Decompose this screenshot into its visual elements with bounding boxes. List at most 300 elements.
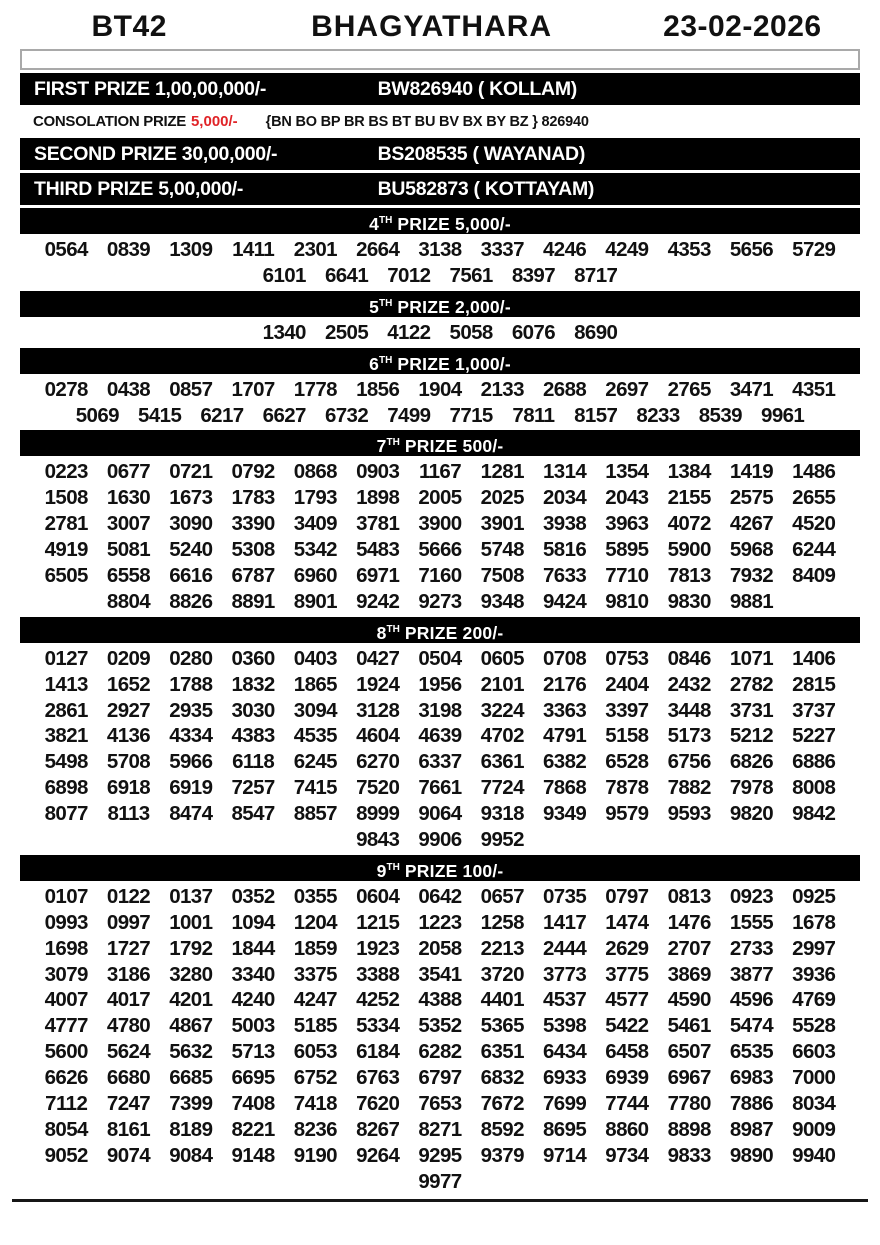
prize-number: 8008 bbox=[792, 776, 836, 800]
prize-number: 2688 bbox=[542, 377, 587, 401]
prize-number: 9264 bbox=[356, 1143, 400, 1167]
prize-number: 1778 bbox=[293, 377, 337, 401]
prize-number: 7724 bbox=[480, 776, 524, 800]
prize-number: 5308 bbox=[231, 538, 275, 562]
prize-number-row bbox=[20, 237, 860, 263]
second-prize-label: SECOND PRIZE 30,00,000/- bbox=[34, 142, 278, 165]
prize-number: 6217 bbox=[200, 403, 244, 427]
prize-number: 6603 bbox=[792, 1040, 836, 1064]
prize-number: 8539 bbox=[698, 403, 742, 427]
prize-number: 4017 bbox=[106, 988, 151, 1012]
prize-number: 5342 bbox=[293, 538, 337, 562]
prize-number: 1309 bbox=[169, 237, 213, 261]
prize-number: 2997 bbox=[792, 936, 836, 960]
prize-number-grid bbox=[20, 459, 860, 614]
prize-number: 4535 bbox=[293, 724, 337, 748]
prize-number: 9349 bbox=[542, 802, 587, 826]
prize-number: 0708 bbox=[542, 646, 587, 670]
prize-number: 9593 bbox=[667, 802, 711, 826]
prize-number-row bbox=[20, 1013, 860, 1039]
prize-number: 6361 bbox=[480, 750, 524, 774]
prize-number: 0564 bbox=[44, 237, 88, 261]
prize-section-header: 5TH PRIZE 2,000/- bbox=[20, 291, 860, 317]
prize-number-row bbox=[20, 672, 860, 698]
prize-number: 0127 bbox=[44, 646, 88, 670]
prize-number-row bbox=[20, 698, 860, 724]
prize-number: 0403 bbox=[293, 646, 337, 670]
prize-number: 8409 bbox=[792, 563, 836, 587]
prize-number: 6787 bbox=[231, 563, 275, 587]
prize-number: 3775 bbox=[605, 962, 649, 986]
prize-number: 8397 bbox=[511, 263, 556, 287]
prize-number: 7978 bbox=[729, 776, 774, 800]
prize-number: 9833 bbox=[667, 1143, 711, 1167]
prize-number: 8987 bbox=[729, 1117, 774, 1141]
prize-number: 5352 bbox=[418, 1014, 462, 1038]
prize-number-row bbox=[20, 1169, 860, 1195]
prize-number: 8157 bbox=[574, 403, 618, 427]
prize-number: 0223 bbox=[44, 460, 88, 484]
prize-number: 5240 bbox=[169, 538, 213, 562]
prize-number: 2155 bbox=[667, 486, 711, 510]
prize-number: 0925 bbox=[792, 884, 836, 908]
prize-number: 3375 bbox=[293, 962, 337, 986]
prize-number: 1844 bbox=[231, 936, 275, 960]
prize-number: 8113 bbox=[107, 802, 150, 826]
prize-number: 2861 bbox=[44, 698, 88, 722]
prize-number: 6763 bbox=[356, 1066, 400, 1090]
prize-number: 1354 bbox=[605, 460, 649, 484]
prize-number: 8236 bbox=[293, 1117, 337, 1141]
prize-number-row bbox=[20, 263, 860, 289]
prize-section-header: 4TH PRIZE 5,000/- bbox=[20, 208, 860, 234]
prize-number: 2697 bbox=[605, 377, 649, 401]
prize-number: 4769 bbox=[792, 988, 836, 1012]
prize-number: 5334 bbox=[356, 1014, 400, 1038]
prize-number: 6270 bbox=[356, 750, 400, 774]
prize-number: 9379 bbox=[480, 1143, 524, 1167]
prize-number: 7000 bbox=[792, 1066, 836, 1090]
prize-number: 8999 bbox=[356, 802, 400, 826]
prize-number: 3877 bbox=[729, 962, 774, 986]
prize-number: 0605 bbox=[480, 646, 524, 670]
prize-number: 9810 bbox=[605, 589, 649, 613]
prize-number: 3094 bbox=[293, 698, 337, 722]
prize-number: 6184 bbox=[356, 1040, 400, 1064]
prize-number: 3397 bbox=[605, 698, 649, 722]
prize-number: 6458 bbox=[605, 1040, 649, 1064]
prize-number: 4201 bbox=[169, 988, 213, 1012]
prize-number: 1630 bbox=[106, 486, 151, 510]
prize-number: 5365 bbox=[480, 1014, 524, 1038]
prize-number: 8221 bbox=[231, 1117, 275, 1141]
prize-number-row bbox=[20, 723, 860, 749]
prize-number: 5816 bbox=[542, 538, 587, 562]
prize-number: 7813 bbox=[667, 563, 711, 587]
prize-number: 3737 bbox=[792, 698, 836, 722]
prize-number: 3198 bbox=[418, 698, 462, 722]
prize-number-row bbox=[20, 563, 860, 589]
prize-number: 7672 bbox=[480, 1091, 524, 1115]
prize-number: 1698 bbox=[44, 936, 88, 960]
prize-number: 0792 bbox=[231, 460, 275, 484]
prize-number: 0122 bbox=[106, 884, 151, 908]
prize-number: 9273 bbox=[418, 589, 462, 613]
prize-number: 3340 bbox=[231, 962, 275, 986]
prize-number: 4596 bbox=[729, 988, 774, 1012]
prize-number: 7520 bbox=[356, 776, 400, 800]
prize-number: 6933 bbox=[542, 1066, 587, 1090]
prize-number: 5600 bbox=[44, 1040, 88, 1064]
third-prize-winner: BU582873 ( KOTTAYAM) bbox=[377, 177, 595, 200]
prize-number: 4604 bbox=[356, 724, 400, 748]
prize-number-grid bbox=[20, 237, 860, 289]
prize-number: 3138 bbox=[418, 237, 462, 261]
prize-number: 8267 bbox=[356, 1117, 400, 1141]
prize-number: 3773 bbox=[542, 962, 587, 986]
prize-number: 3186 bbox=[106, 962, 151, 986]
prize-number: 3938 bbox=[542, 512, 587, 536]
prize-number: 7247 bbox=[106, 1091, 151, 1115]
prize-number: 0677 bbox=[106, 460, 151, 484]
prize-number-row bbox=[20, 511, 860, 537]
prize-number: 2005 bbox=[418, 486, 462, 510]
prize-number: 4249 bbox=[605, 237, 649, 261]
prize-number: 4388 bbox=[418, 988, 462, 1012]
prize-number: 2815 bbox=[792, 672, 836, 696]
prize-number: 5632 bbox=[169, 1040, 213, 1064]
prize-number: 2935 bbox=[169, 698, 213, 722]
prize-number: 6245 bbox=[293, 750, 337, 774]
prize-section-header: 8TH PRIZE 200/- bbox=[20, 617, 860, 643]
prize-number: 6282 bbox=[418, 1040, 462, 1064]
prize-number: 1792 bbox=[169, 936, 213, 960]
prize-number-row bbox=[20, 962, 860, 988]
prize-number: 1258 bbox=[480, 910, 524, 934]
prize-number: 2404 bbox=[605, 672, 649, 696]
prize-number: 7878 bbox=[605, 776, 649, 800]
prize-number: 8891 bbox=[231, 589, 275, 613]
prize-number: 6971 bbox=[356, 563, 400, 587]
prize-number: 0839 bbox=[106, 237, 151, 261]
prize-number: 8054 bbox=[44, 1117, 88, 1141]
prize-number: 3280 bbox=[169, 962, 213, 986]
prize-number-row bbox=[20, 775, 860, 801]
consolation-prize-row bbox=[20, 108, 860, 135]
prize-number: 1678 bbox=[792, 910, 836, 934]
first-prize-label: FIRST PRIZE 1,00,00,000/- bbox=[34, 77, 267, 100]
prize-number: 1215 bbox=[356, 910, 400, 934]
prize-number-row bbox=[20, 910, 860, 936]
prize-number: 4383 bbox=[231, 724, 275, 748]
prize-number: 9714 bbox=[542, 1143, 587, 1167]
prize-number: 5713 bbox=[231, 1040, 275, 1064]
prize-number: 5968 bbox=[729, 538, 774, 562]
prize-number: 9952 bbox=[480, 827, 524, 851]
prize-number: 6756 bbox=[667, 750, 711, 774]
prize-number: 0278 bbox=[44, 377, 88, 401]
prize-number: 5483 bbox=[356, 538, 400, 562]
prize-number: 6118 bbox=[232, 750, 275, 774]
prize-number: 8860 bbox=[605, 1117, 649, 1141]
prize-number: 1411 bbox=[232, 237, 275, 261]
prize-number: 6752 bbox=[293, 1066, 337, 1090]
prize-number: 1859 bbox=[293, 936, 337, 960]
prize-number-row bbox=[20, 537, 860, 563]
prize-number: 9843 bbox=[356, 827, 400, 851]
prize-number: 1832 bbox=[231, 672, 275, 696]
prize-number: 7715 bbox=[449, 403, 493, 427]
prize-section-header: 7TH PRIZE 500/- bbox=[20, 430, 860, 456]
prize-number: 9295 bbox=[418, 1143, 462, 1167]
prize-number: 1793 bbox=[293, 486, 337, 510]
prize-number: 0813 bbox=[667, 884, 711, 908]
prize-number: 6960 bbox=[293, 563, 337, 587]
prize-number: 9977 bbox=[418, 1169, 462, 1193]
prize-number: 7811 bbox=[512, 403, 555, 427]
prize-number: 2629 bbox=[605, 936, 649, 960]
prize-number: 1486 bbox=[792, 460, 836, 484]
prize-number: 7508 bbox=[480, 563, 524, 587]
prize-number: 2927 bbox=[106, 698, 151, 722]
prize-number: 4334 bbox=[169, 724, 213, 748]
prize-number: 4867 bbox=[169, 1014, 213, 1038]
prize-number: 4777 bbox=[44, 1014, 88, 1038]
prize-number: 7661 bbox=[418, 776, 462, 800]
prize-number: 3007 bbox=[106, 512, 151, 536]
prize-number: 2664 bbox=[356, 237, 400, 261]
prize-number: 5212 bbox=[729, 724, 774, 748]
prize-number: 5528 bbox=[792, 1014, 836, 1038]
prize-number: 9052 bbox=[44, 1143, 88, 1167]
prize-number: 2025 bbox=[480, 486, 524, 510]
prize-number-row bbox=[20, 1143, 860, 1169]
prize-number: 3781 bbox=[356, 512, 400, 536]
prize-number: 6528 bbox=[605, 750, 649, 774]
prize-number: 5624 bbox=[106, 1040, 151, 1064]
prize-number-row bbox=[20, 1117, 860, 1143]
prize-number: 1340 bbox=[262, 320, 306, 344]
prize-number: 6967 bbox=[667, 1066, 711, 1090]
prize-section-header: 6TH PRIZE 1,000/- bbox=[20, 348, 860, 374]
prize-number: 3720 bbox=[480, 962, 524, 986]
prize-number: 8233 bbox=[636, 403, 680, 427]
prize-number: 1508 bbox=[44, 486, 88, 510]
prize-number: 9424 bbox=[542, 589, 587, 613]
prize-number: 0868 bbox=[293, 460, 337, 484]
prize-number: 0993 bbox=[44, 910, 88, 934]
prize-number: 6337 bbox=[418, 750, 462, 774]
prize-number: 5461 bbox=[667, 1014, 711, 1038]
prize-number: 2505 bbox=[324, 320, 369, 344]
prize-number: 3901 bbox=[480, 512, 524, 536]
prize-number: 8474 bbox=[169, 802, 213, 826]
prize-number: 9579 bbox=[605, 802, 649, 826]
prize-number: 2781 bbox=[44, 512, 88, 536]
prize-number: 5474 bbox=[729, 1014, 774, 1038]
prize-number: 4252 bbox=[356, 988, 400, 1012]
prize-number: 5227 bbox=[792, 724, 836, 748]
prize-number: 6898 bbox=[44, 776, 88, 800]
prize-number: 4240 bbox=[231, 988, 275, 1012]
prize-number: 7710 bbox=[605, 563, 649, 587]
prize-number: 1314 bbox=[542, 460, 587, 484]
prize-number: 2301 bbox=[293, 237, 337, 261]
prize-sections bbox=[20, 208, 860, 1195]
prize-number: 7399 bbox=[169, 1091, 213, 1115]
prize-number: 6732 bbox=[324, 403, 369, 427]
prize-number: 8901 bbox=[293, 589, 337, 613]
prize-number: 9242 bbox=[356, 589, 400, 613]
prize-number: 7112 bbox=[45, 1091, 88, 1115]
prize-number: 5058 bbox=[449, 320, 493, 344]
prize-number: 5173 bbox=[667, 724, 711, 748]
prize-number: 7620 bbox=[356, 1091, 400, 1115]
prize-number: 7868 bbox=[542, 776, 587, 800]
prize-number: 4780 bbox=[106, 1014, 151, 1038]
prize-number: 4590 bbox=[667, 988, 711, 1012]
prize-number-row bbox=[20, 884, 860, 910]
prize-number: 8717 bbox=[574, 263, 618, 287]
prize-number: 5003 bbox=[231, 1014, 275, 1038]
prize-number: 0280 bbox=[169, 646, 213, 670]
prize-number: 4247 bbox=[293, 988, 337, 1012]
prize-number: 4702 bbox=[480, 724, 524, 748]
prize-number: 4537 bbox=[542, 988, 587, 1012]
prize-number: 1865 bbox=[293, 672, 337, 696]
prize-number: 9830 bbox=[667, 589, 711, 613]
prize-number: 8857 bbox=[293, 802, 337, 826]
prize-number: 7744 bbox=[605, 1091, 649, 1115]
prize-number: 5498 bbox=[44, 750, 88, 774]
prize-number: 6382 bbox=[542, 750, 587, 774]
prize-number: 1555 bbox=[729, 910, 774, 934]
prize-number: 5069 bbox=[75, 403, 119, 427]
consolation-series: {BN BO BP BR BS BT BU BV BX BY BZ } 826940 bbox=[265, 113, 589, 130]
prize-number: 9842 bbox=[792, 802, 836, 826]
prize-number: 8695 bbox=[542, 1117, 587, 1141]
prize-number: 3409 bbox=[293, 512, 337, 536]
prize-number: 0137 bbox=[169, 884, 213, 908]
prize-number: 1856 bbox=[356, 377, 400, 401]
prize-number: 6641 bbox=[324, 263, 369, 287]
prize-number: 3224 bbox=[480, 698, 524, 722]
prize-number: 7418 bbox=[293, 1091, 337, 1115]
prize-number: 5900 bbox=[667, 538, 711, 562]
prize-number: 2043 bbox=[605, 486, 649, 510]
prize-number: 9940 bbox=[792, 1143, 836, 1167]
prize-number: 1904 bbox=[418, 377, 462, 401]
prize-number: 6053 bbox=[293, 1040, 337, 1064]
prize-number: 3448 bbox=[667, 698, 711, 722]
prize-number: 6626 bbox=[44, 1066, 88, 1090]
prize-number: 4072 bbox=[667, 512, 711, 536]
prize-number: 6832 bbox=[480, 1066, 524, 1090]
prize-number: 8161 bbox=[106, 1117, 151, 1141]
prize-number: 2765 bbox=[667, 377, 711, 401]
prize-number: 6558 bbox=[106, 563, 151, 587]
prize-number: 0797 bbox=[605, 884, 649, 908]
prize-number: 9890 bbox=[729, 1143, 774, 1167]
title-row bbox=[20, 8, 860, 44]
prize-number: 6983 bbox=[729, 1066, 774, 1090]
prize-number: 6919 bbox=[169, 776, 213, 800]
prize-number: 8271 bbox=[418, 1117, 462, 1141]
prize-number: 7882 bbox=[667, 776, 711, 800]
third-prize-label: THIRD PRIZE 5,00,000/- bbox=[34, 177, 244, 200]
prize-number: 7257 bbox=[231, 776, 275, 800]
prize-number: 3963 bbox=[605, 512, 649, 536]
consolation-amount: 5,000/- bbox=[190, 113, 238, 130]
prize-number: 5708 bbox=[106, 750, 151, 774]
prize-number-grid bbox=[20, 884, 860, 1195]
prize-number: 0753 bbox=[605, 646, 649, 670]
prize-number-row bbox=[20, 987, 860, 1013]
prize-number: 0352 bbox=[231, 884, 275, 908]
prize-number: 5415 bbox=[138, 403, 182, 427]
prize-number: 4007 bbox=[44, 988, 88, 1012]
prize-number: 7415 bbox=[293, 776, 337, 800]
prize-number: 1223 bbox=[418, 910, 462, 934]
prize-number: 6616 bbox=[169, 563, 213, 587]
prize-number: 8592 bbox=[480, 1117, 524, 1141]
prize-number: 4267 bbox=[729, 512, 774, 536]
prize-number: 0107 bbox=[44, 884, 88, 908]
prize-number-row bbox=[20, 485, 860, 511]
prize-number: 2733 bbox=[729, 936, 774, 960]
prize-number: 8898 bbox=[667, 1117, 711, 1141]
prize-number: 5666 bbox=[418, 538, 462, 562]
first-prize-winner: BW826940 ( KOLLAM) bbox=[377, 77, 577, 100]
second-prize-winner: BS208535 ( WAYANAD) bbox=[377, 142, 586, 165]
prize-number: 8189 bbox=[169, 1117, 213, 1141]
prize-number-grid bbox=[20, 646, 860, 853]
prize-number-row bbox=[20, 1065, 860, 1091]
prize-number-row bbox=[20, 377, 860, 403]
prize-number: 8690 bbox=[574, 320, 618, 344]
prize-number: 1419 bbox=[729, 460, 774, 484]
lottery-name: BHAGYATHARA bbox=[311, 10, 553, 43]
prize-number-row bbox=[20, 827, 860, 853]
prize-number: 2707 bbox=[667, 936, 711, 960]
prize-number: 1094 bbox=[231, 910, 275, 934]
prize-number: 7699 bbox=[542, 1091, 587, 1115]
prize-number: 1783 bbox=[231, 486, 275, 510]
prize-number: 9961 bbox=[761, 403, 805, 427]
prize-number-row bbox=[20, 646, 860, 672]
prize-number: 5966 bbox=[169, 750, 213, 774]
prize-number: 0923 bbox=[729, 884, 774, 908]
prize-number: 1924 bbox=[356, 672, 400, 696]
prize-number: 3390 bbox=[231, 512, 275, 536]
prize-number: 6939 bbox=[605, 1066, 649, 1090]
prize-number: 6685 bbox=[169, 1066, 213, 1090]
prize-number: 1673 bbox=[169, 486, 213, 510]
prize-number: 9881 bbox=[729, 589, 774, 613]
prize-number: 1788 bbox=[169, 672, 213, 696]
prize-number: 7012 bbox=[387, 263, 431, 287]
prize-number: 7932 bbox=[729, 563, 774, 587]
prize-number: 6918 bbox=[106, 776, 151, 800]
prize-number: 3900 bbox=[418, 512, 462, 536]
prize-number: 7408 bbox=[231, 1091, 275, 1115]
prize-number: 8826 bbox=[169, 589, 213, 613]
prize-number: 7499 bbox=[387, 403, 431, 427]
prize-number: 5185 bbox=[293, 1014, 337, 1038]
prize-number: 4122 bbox=[387, 320, 431, 344]
prize-number: 8034 bbox=[792, 1091, 836, 1115]
prize-number: 3030 bbox=[231, 698, 275, 722]
